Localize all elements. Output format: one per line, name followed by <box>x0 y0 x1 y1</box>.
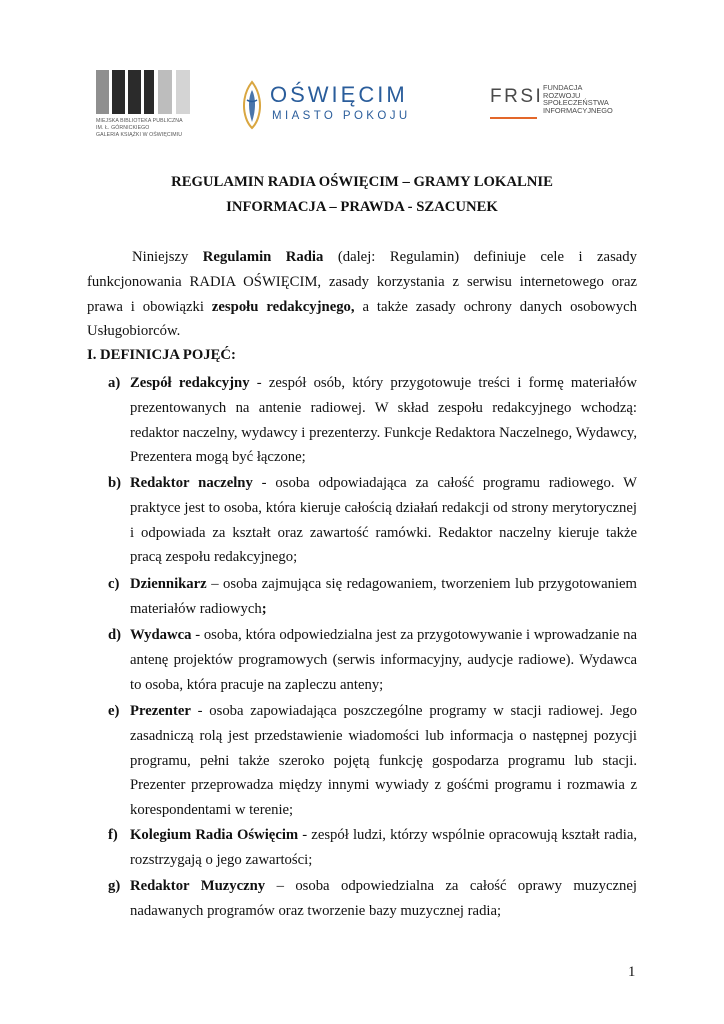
library-logo-bar <box>96 70 109 114</box>
definition-item <box>87 371 637 470</box>
library-logo-bar <box>144 70 154 114</box>
library-logo-bars <box>96 70 206 114</box>
definition-text: - osoba odpowiadająca za całość programu radiowego. W praktyce jest to osoba, która kieruje całością działań redakcji od strony merytorycznej i odpowiada za kształt oraz zawartość ramówki. Redaktor naczelny kieruje także pracą zespołu redakcyjnego; <box>130 475 637 566</box>
library-logo-line: MIEJSKA BIBLIOTEKA PUBLICZNA <box>96 118 183 124</box>
definition-term: Kolegium Radia Oświęcim <box>130 827 299 843</box>
frsi-logo <box>490 84 635 124</box>
intro-paragraph: Niniejszy Regulamin Radia (dalej: Regulamin) definiuje cele i zasady funkcjonowania RADIA OŚWIĘCIM, zasady korzystania z serwisu internetowego oraz prawa i obowiązki zespołu redakcyjnego, a także zasady ochrony danych osobowych Usługobiorców. <box>87 249 637 340</box>
definition-label: g) <box>108 878 121 894</box>
definition-text: - osoba zapowiadająca poszczególne programy w stacji radiowej. Jego zasadniczą rolą jest przedstawienie wiadomości lub informacja o następnej pozycji programu, pełni także szeroko pojętą funkcję gospodarza programu lub stacji. Prezenter przeprowadza między innymi wywiady z gośćmi programu i rozmawia z korespondentami w terenie; <box>130 703 637 819</box>
definition-term: Redaktor naczelny <box>130 475 253 491</box>
definition-item <box>87 823 637 873</box>
frsi-logo-text <box>543 84 613 114</box>
definition-label: e) <box>108 703 120 719</box>
definition-term: Redaktor Muzyczny <box>130 878 266 894</box>
definition-text: - osoba, która odpowiedzialna jest za przygotowywanie i wprowadzanie na antenę projektów programowych (serwis informacyjny, audycje radiowe). Wydawca to osoba, która pracuje na zapleczu anteny; <box>130 627 637 693</box>
definition-term: Prezenter <box>130 703 191 719</box>
frsi-logo-line: INFORMACYJNEGO <box>543 105 613 115</box>
section-heading: I. DEFINICJA POJĘĆ: <box>87 347 236 363</box>
definition-text: - zespół osób, który przygotowuje treści i formę materiałów prezentowanych na antenie radiowej. W skład zespołu redakcyjnego wchodzą: redaktor naczelny, wydawcy i prezenterzy. Funkcje Redaktora Naczelnego, Wydawcy, Prezentera mogą być łączone; <box>130 375 637 466</box>
frsi-logo-line: ROZWOJU <box>543 90 581 100</box>
library-logo-line: GALERIA KSIĄŻKI W OŚWIĘCIMIU <box>96 132 183 138</box>
definition-text: – osoba zajmująca się redagowaniem, tworzeniem lub przygotowaniem materiałów radiowych <box>130 576 637 617</box>
intro-term-zespol: zespołu redakcyjnego, <box>211 298 355 315</box>
definition-text: – osoba odpowiedzialna za całość oprawy muzycznej nadawanych programów oraz tworzenie bazy muzycznej radia; <box>130 878 637 919</box>
definition-label: b) <box>108 475 122 491</box>
city-logo <box>238 78 428 130</box>
definition-term: Dziennikarz <box>130 576 207 592</box>
definition-item <box>87 623 637 697</box>
definition-label: c) <box>108 576 120 592</box>
frsi-logo-line: FUNDACJA <box>543 83 583 92</box>
library-logo-line: IM. Ł. GÓRNICKIEGO <box>96 125 150 131</box>
library-logo-bar <box>112 70 125 114</box>
page-number: 1 <box>628 964 636 980</box>
frsi-logo-line: SPOŁECZEŃSTWA <box>543 98 609 108</box>
frsi-logo-underline <box>490 117 537 119</box>
library-logo-bar <box>158 70 172 114</box>
city-logo-name: OŚWIĘCIM <box>270 82 408 107</box>
city-logo-motto: MIASTO POKOJU <box>272 110 411 122</box>
definition-item: c) Dziennikarz – osoba zajmująca się redagowaniem, tworzeniem lub przygotowaniem materiałów radiowych; <box>87 572 637 622</box>
definition-term: Wydawca <box>130 627 192 643</box>
library-logo <box>96 70 206 144</box>
definition-term: Zespół redakcyjny <box>130 375 250 391</box>
definition-item <box>87 699 637 823</box>
definition-text: - zespół ludzi, którzy wspólnie opracowują kształt radia, rozstrzygają o jego zawartości; <box>130 827 638 868</box>
definition-label: d) <box>108 627 122 643</box>
definition-label: a) <box>108 375 121 391</box>
document-title: REGULAMIN RADIA OŚWIĘCIM – GRAMY LOKALNIE <box>171 174 553 190</box>
document-subtitle: INFORMACJA – PRAWDA - SZACUNEK <box>226 199 498 215</box>
library-logo-bar <box>128 70 141 114</box>
intro-term-regulamin: Regulamin Radia <box>202 249 324 265</box>
frsi-logo-mark: FRSI <box>490 86 544 107</box>
definition-item <box>87 471 637 570</box>
definition-label: f) <box>108 827 118 843</box>
library-logo-bar <box>176 70 190 114</box>
definition-item <box>87 874 637 924</box>
city-crest-icon <box>238 80 266 130</box>
